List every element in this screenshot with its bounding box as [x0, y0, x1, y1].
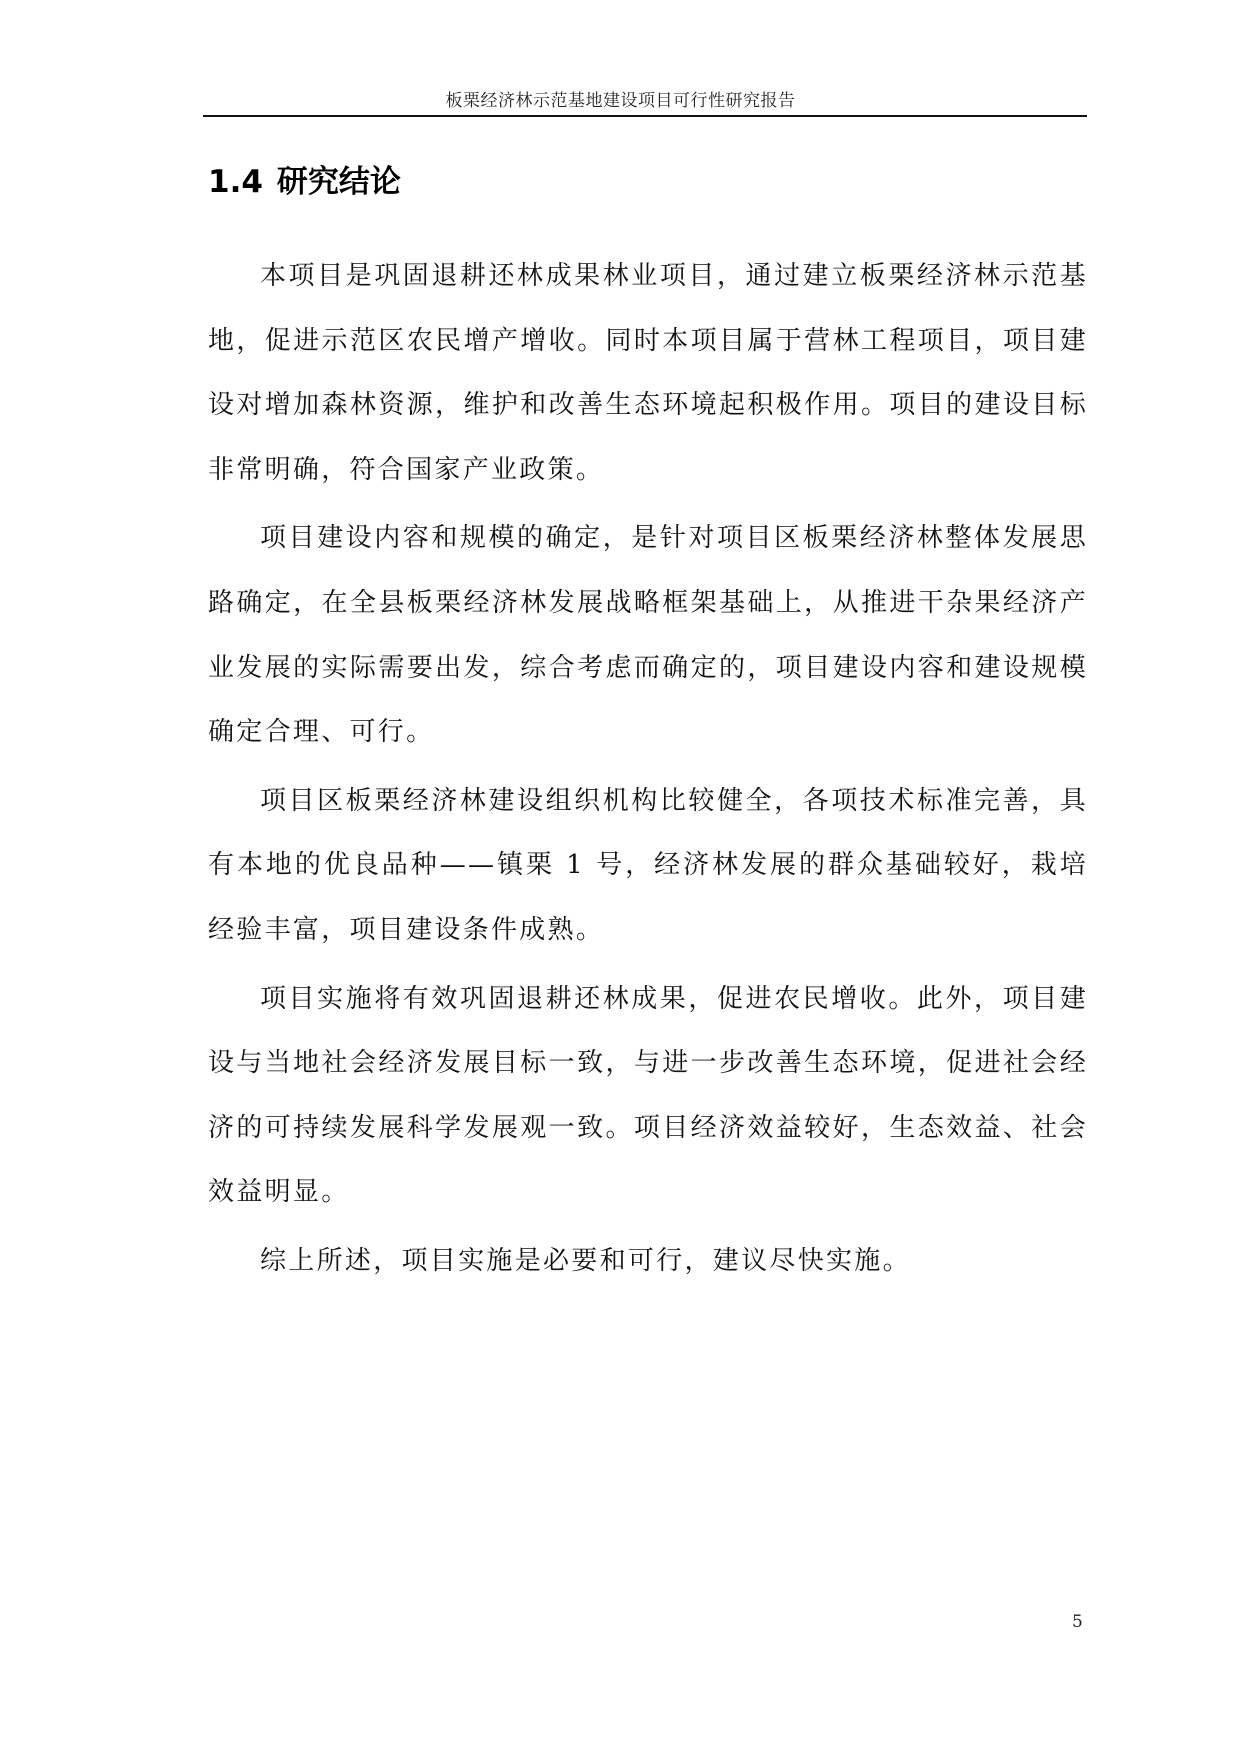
section-heading — [208, 160, 401, 204]
page-number: 5 — [1072, 1612, 1083, 1632]
paragraph: 项目建设内容和规模的确定，是针对项目区板栗经济林整体发展思路确定，在全县板栗经济林发展战略框架基础上，从推进干杂果经济产业发展的实际需要出发，综合考虑而确定的，项目建设内容和建设规模确定合理、可行。 — [208, 523, 1088, 748]
header-divider — [203, 115, 1087, 117]
running-header-title: 板栗经济林示范基地建设项目可行性研究报告 — [445, 91, 796, 111]
paragraph: 项目实施将有效巩固退耕还林成果，促进农民增收。此外，项目建设与当地社会经济发展目标一致，与进一步改善生态环境，促进社会经济的可持续发展科学发展观一致。项目经济效益较好，生态效益、社会效益明显。 — [208, 983, 1088, 1208]
body-text — [208, 244, 1088, 1298]
paragraph: 项目区板栗经济林建设组织机构比较健全，各项技术标准完善，具有本地的优良品种——镇栗 1 号，经济林发展的群众基础较好，栽培经验丰富，项目建设条件成熟。 — [208, 785, 1088, 945]
paragraph: 综上所述，项目实施是必要和可行，建议尽快实施。 — [260, 1245, 911, 1276]
section-number: 1.4 — [208, 164, 263, 200]
paragraph: 本项目是巩固退耕还林成果林业项目，通过建立板栗经济林示范基地，促进示范区农民增产增收。同时本项目属于营林工程项目，项目建设对增加森林资源，维护和改善生态环境起积极作用。项目的建设目标非常明确，符合国家产业政策。 — [208, 261, 1088, 485]
section-title: 研究结论 — [276, 164, 401, 200]
